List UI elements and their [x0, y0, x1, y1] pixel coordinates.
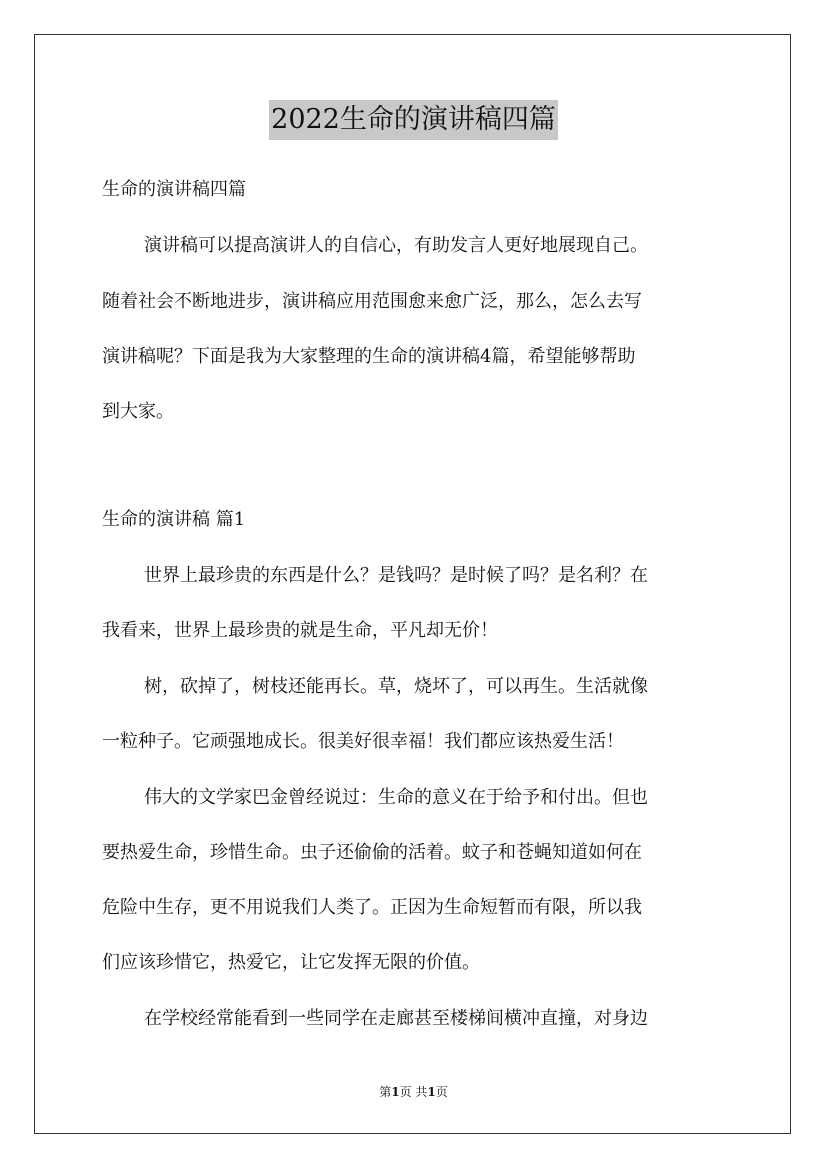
paragraph-line: 树，砍掉了，树枝还能再长。草，烧坏了，可以再生。生活就像	[144, 676, 648, 697]
footer-suffix: 页	[435, 1085, 448, 1099]
paragraph-line: 要热爱生命，珍惜生命。虫子还偷偷的活着。蚊子和苍蝇知道如何在	[102, 842, 642, 863]
paragraph-line: 随着社会不断地进步，演讲稿应用范围愈来愈广泛，那么，怎么去写	[102, 291, 642, 312]
paragraph-line: 一粒种子。它顽强地成长。很美好很幸福！我们都应该热爱生活！	[102, 731, 624, 752]
document-title: 2022生命的演讲稿四篇	[269, 100, 558, 140]
footer-total-pages: 1	[427, 1085, 436, 1099]
paragraph-line: 世界上最珍贵的东西是什么？是钱吗？是时候了吗？是名利？在	[144, 565, 648, 586]
paragraph-line: 我看来，世界上最珍贵的就是生命，平凡却无价！	[102, 620, 498, 641]
section-heading: 生命的演讲稿四篇	[102, 179, 246, 200]
paragraph-line: 演讲稿可以提高演讲人的自信心，有助发言人更好地展现自己。	[144, 235, 648, 256]
footer-prefix: 第	[379, 1085, 392, 1099]
footer-page-number: 1	[391, 1085, 400, 1099]
paragraph-line: 在学校经常能看到一些同学在走廊甚至楼梯间横冲直撞，对身边	[144, 1008, 648, 1029]
section-heading: 生命的演讲稿 篇1	[102, 509, 246, 530]
paragraph-line: 到大家。	[102, 401, 174, 422]
paragraph-line: 伟大的文学家巴金曾经说过：生命的意义在于给予和付出。但也	[144, 787, 648, 808]
paragraph-line: 演讲稿呢？下面是我为大家整理的生命的演讲稿4篇，希望能够帮助	[102, 346, 636, 367]
footer-mid: 页 共	[399, 1085, 428, 1099]
title-wrap	[0, 100, 827, 140]
page-footer	[0, 1083, 827, 1101]
paragraph-line: 们应该珍惜它，热爱它，让它发挥无限的价值。	[102, 952, 480, 973]
paragraph-line: 危险中生存，更不用说我们人类了。正因为生命短暂而有限，所以我	[102, 897, 642, 918]
